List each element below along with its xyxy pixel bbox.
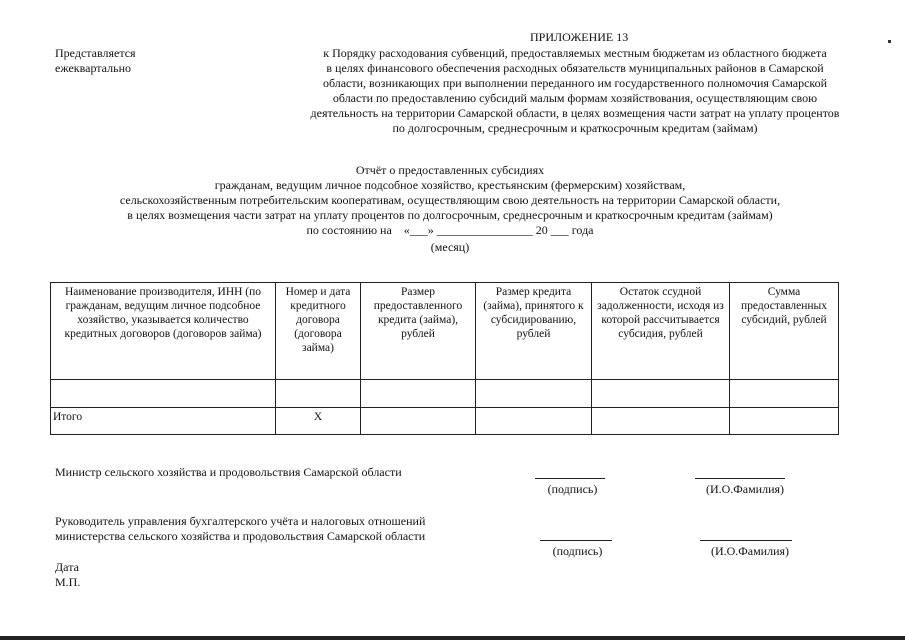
minister-name-caption: (И.О.Фамилия) [705, 482, 785, 496]
total-contract-cell: Х [276, 408, 361, 435]
column-header-contract: Номер и дата кредитного договора (договора займа) [276, 283, 361, 380]
appendix-reference [270, 46, 880, 136]
reference-line: деятельность на территории Самарской области, в целях возмещения части затрат на уплату процентов [310, 106, 840, 120]
title-line: гражданам, ведущим личное подсобное хозяйство, крестьянским (фермерским) хозяйствам, [214, 178, 686, 192]
reference-line: по долгосрочным, среднесрочным и краткосрочным кредитам (займам) [392, 121, 758, 135]
title-line: министерства сельского хозяйства и продовольствия Самарской области [55, 529, 426, 543]
table-cell[interactable] [730, 380, 839, 408]
stamp-label: М.П. [55, 575, 81, 589]
table-row [51, 380, 839, 408]
column-header-debt-balance: Остаток ссудной задолженности, исходя из которой рассчитывается субсидия, рублей [592, 283, 730, 380]
column-header-subsidy-sum: Сумма предоставленных субсидий, рублей [730, 283, 839, 380]
table-cell[interactable] [476, 380, 592, 408]
table-cell[interactable] [592, 380, 730, 408]
table-cell[interactable] [276, 380, 361, 408]
title-line: Отчёт о предоставленных субсидиях [355, 163, 545, 177]
accounting-head-title [55, 514, 515, 544]
scan-dot-mark [888, 40, 891, 43]
minister-signature-caption: (подпись) [547, 482, 598, 496]
minister-title: Министр сельского хозяйства и продовольствия Самарской области [55, 465, 402, 479]
minister-signature-line[interactable] [535, 478, 605, 479]
month-caption: (месяц) [430, 240, 470, 254]
total-label: Итого [51, 408, 276, 435]
subsidy-report-table [50, 282, 839, 435]
accounting-name-caption: (И.О.Фамилия) [710, 544, 790, 558]
scan-bottom-edge [0, 636, 905, 640]
total-row [51, 408, 839, 435]
column-header-loan-amount: Размер предоставленного кредита (займа), рублей [361, 283, 476, 380]
title-line: в целях возмещения части затрат на уплату процентов по долгосрочным, среднесрочным и краткосрочным кредитам (займам) [127, 208, 773, 222]
accounting-signature-caption: (подпись) [552, 544, 603, 558]
title-line: сельскохозяйственным потребительским кооперативам, осуществляющим свою деятельность на территории Самарской области, [119, 193, 781, 207]
submission-frequency-note [55, 46, 215, 76]
table-cell[interactable] [730, 408, 839, 435]
reference-line: области по предоставлению субсидий малым формам хозяйствования, осуществляющим свою [332, 91, 818, 105]
reference-line: области, возникающих при выполнении переданного им государственного полномочия Самарской [322, 76, 828, 90]
accounting-signature-line[interactable] [540, 540, 612, 541]
note-line: Представляется [55, 46, 136, 60]
column-header-producer: Наименование производителя, ИНН (по гражданам, ведущим личное подсобное хозяйство, указывается количество кредитных договоров (договоров займа) [51, 283, 276, 380]
reference-line: в целях финансового обеспечения расходных обязательств муниципальных районов в Самарской [326, 61, 824, 75]
column-header-subsidized-amount: Размер кредита (займа), принятого к субсидированию, рублей [476, 283, 592, 380]
note-line: ежеквартально [55, 61, 131, 75]
table-cell[interactable] [361, 380, 476, 408]
table-header-row [51, 283, 839, 380]
table-cell[interactable] [476, 408, 592, 435]
report-title [60, 163, 840, 238]
reference-line: к Порядку расходования субвенций, предоставляемых местным бюджетам из областного бюджета [323, 46, 827, 60]
accounting-name-line[interactable] [700, 540, 792, 541]
table-cell[interactable] [51, 380, 276, 408]
table-cell[interactable] [592, 408, 730, 435]
table-cell[interactable] [361, 408, 476, 435]
title-line: Руководитель управления бухгалтерского учёта и налоговых отношений [55, 514, 426, 528]
appendix-title: ПРИЛОЖЕНИЕ 13 [530, 30, 629, 44]
date-label: Дата [55, 560, 79, 574]
date-line: по состоянию на «___» ________________ 20 ___ года [306, 223, 594, 237]
minister-name-line[interactable] [695, 478, 785, 479]
